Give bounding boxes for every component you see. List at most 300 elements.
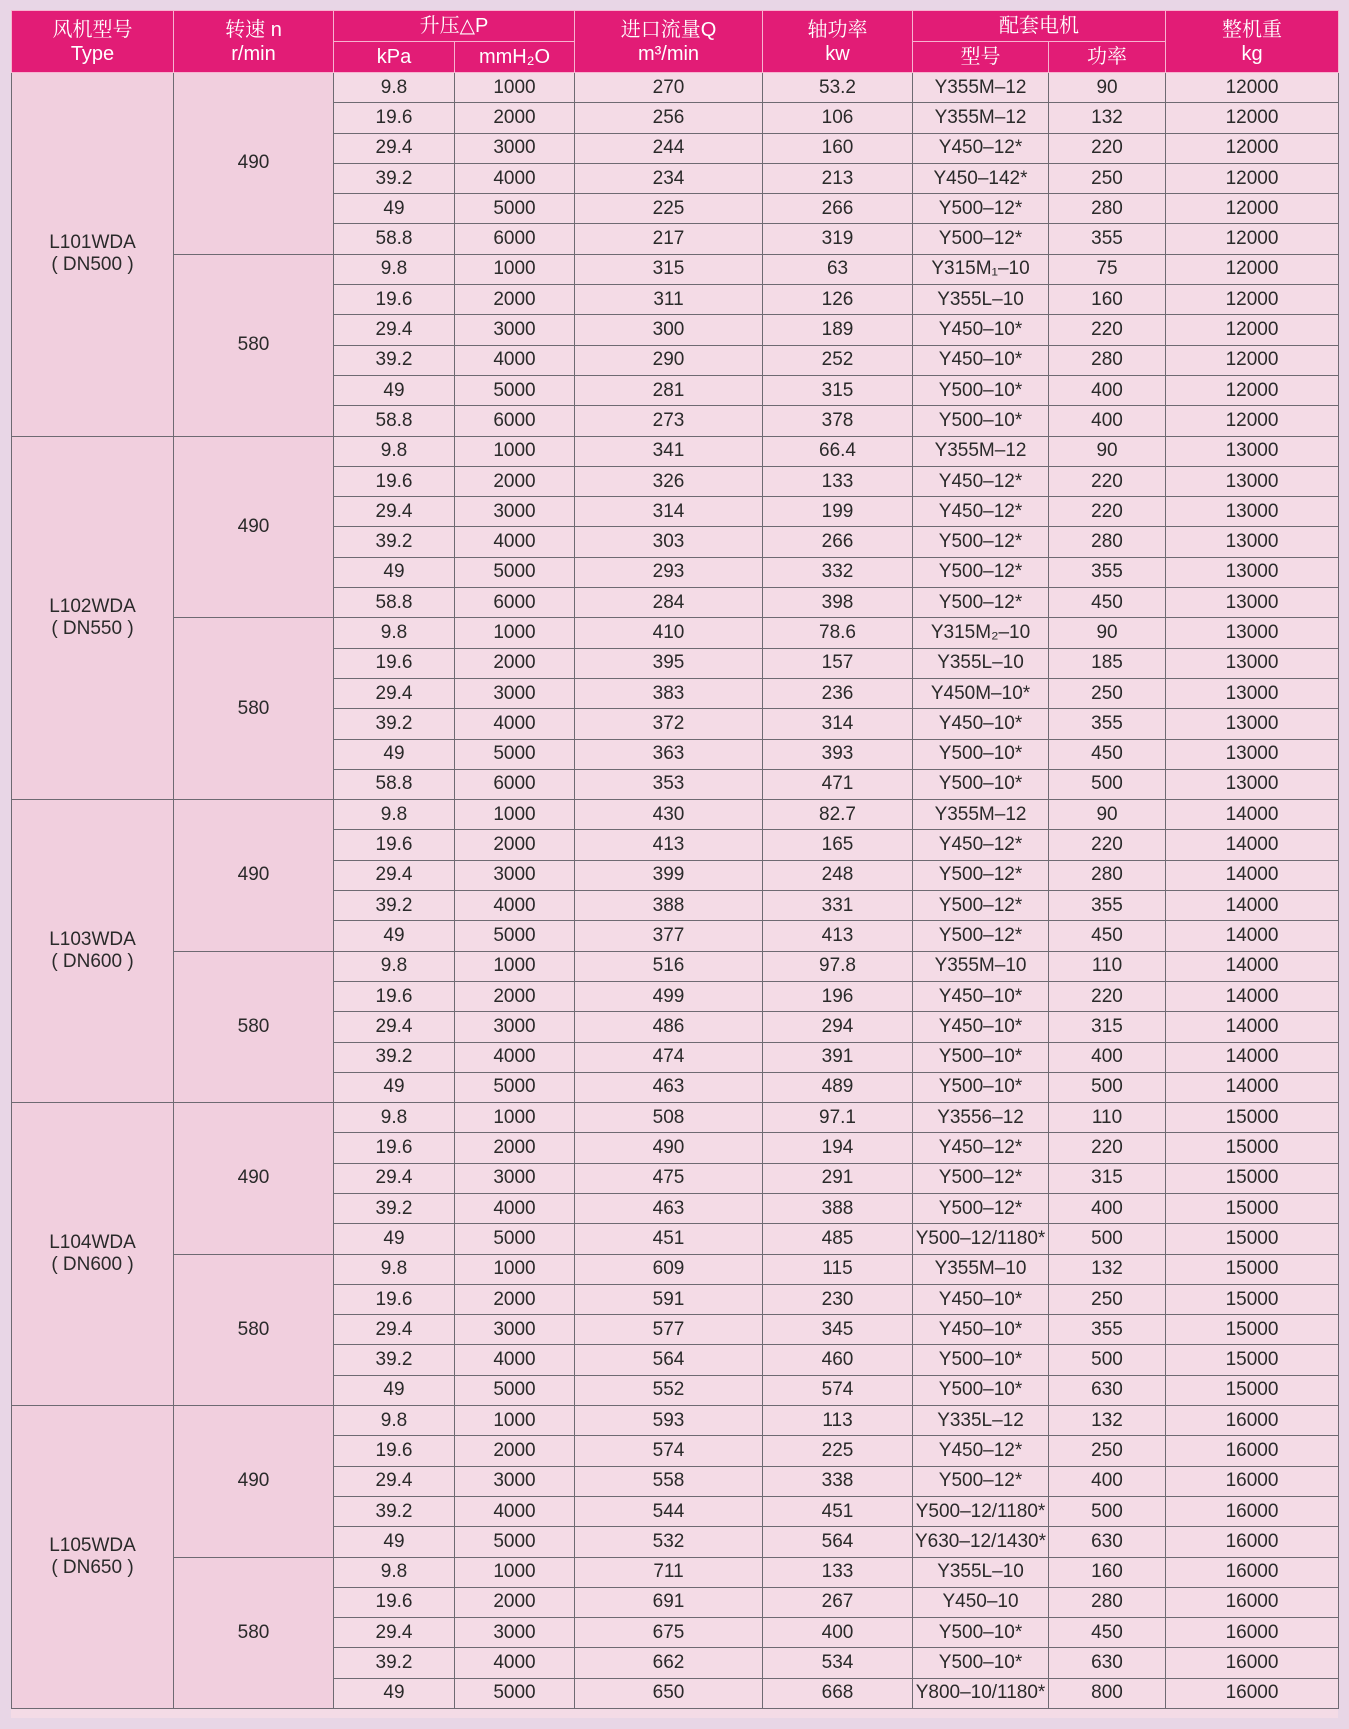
shaft-power-cell: 106: [763, 103, 913, 133]
weight-cell: 13000: [1166, 497, 1339, 527]
motor-model-cell: Y500–12*: [913, 527, 1049, 557]
motor-model-cell: Y315M₂–10: [913, 618, 1049, 648]
motor-model-cell: Y450–12*: [913, 830, 1049, 860]
kpa-cell: 39.2: [334, 709, 455, 739]
shaft-power-cell: 564: [763, 1527, 913, 1557]
weight-cell: 16000: [1166, 1648, 1339, 1678]
shaft-power-cell: 115: [763, 1254, 913, 1284]
shaft-power-cell: 199: [763, 497, 913, 527]
mmh2o-cell: 2000: [455, 103, 575, 133]
fan-dn-label: ( DN600 ): [51, 951, 134, 973]
flow-cell: 234: [575, 163, 763, 193]
flow-cell: 650: [575, 1678, 763, 1708]
weight-cell: 16000: [1166, 1618, 1339, 1648]
mmh2o-cell: 5000: [455, 921, 575, 951]
motor-power-cell: 280: [1049, 1587, 1166, 1617]
header-motor: 配套电机: [913, 11, 1166, 42]
motor-power-cell: 220: [1049, 497, 1166, 527]
flow-cell: 691: [575, 1587, 763, 1617]
motor-model-cell: Y3556–12: [913, 1103, 1049, 1133]
motor-power-cell: 500: [1049, 1345, 1166, 1375]
shaft-power-cell: 471: [763, 769, 913, 799]
kpa-cell: 39.2: [334, 1496, 455, 1526]
header-weight: [1166, 11, 1339, 73]
shaft-power-cell: 133: [763, 1557, 913, 1587]
table-row: [12, 1557, 1339, 1587]
motor-model-cell: Y500–10*: [913, 769, 1049, 799]
kpa-cell: 29.4: [334, 678, 455, 708]
kpa-cell: 39.2: [334, 345, 455, 375]
motor-model-cell: Y500–12*: [913, 1466, 1049, 1496]
header-power-unit: kw: [825, 42, 850, 65]
mmh2o-cell: 2000: [455, 1436, 575, 1466]
motor-power-cell: 280: [1049, 194, 1166, 224]
mmh2o-cell: 3000: [455, 315, 575, 345]
kpa-cell: 19.6: [334, 830, 455, 860]
motor-power-cell: 90: [1049, 73, 1166, 103]
motor-model-cell: Y450–12*: [913, 466, 1049, 496]
mmh2o-cell: 5000: [455, 739, 575, 769]
motor-power-cell: 110: [1049, 951, 1166, 981]
mmh2o-cell: 5000: [455, 375, 575, 405]
flow-cell: 463: [575, 1193, 763, 1223]
fan-type-label: L105WDA: [49, 1535, 136, 1557]
speed-cell: 580: [174, 618, 334, 800]
motor-power-cell: 630: [1049, 1648, 1166, 1678]
kpa-cell: 49: [334, 194, 455, 224]
shaft-power-cell: 53.2: [763, 73, 913, 103]
mmh2o-cell: 3000: [455, 1163, 575, 1193]
motor-power-cell: 280: [1049, 345, 1166, 375]
mmh2o-cell: 2000: [455, 830, 575, 860]
shaft-power-cell: 160: [763, 133, 913, 163]
motor-power-cell: 280: [1049, 527, 1166, 557]
shaft-power-cell: 82.7: [763, 800, 913, 830]
motor-power-cell: 400: [1049, 1466, 1166, 1496]
flow-cell: 486: [575, 1012, 763, 1042]
kpa-cell: 29.4: [334, 860, 455, 890]
motor-power-cell: 250: [1049, 678, 1166, 708]
mmh2o-cell: 3000: [455, 860, 575, 890]
weight-cell: 16000: [1166, 1496, 1339, 1526]
flow-cell: 311: [575, 285, 763, 315]
kpa-cell: 29.4: [334, 1012, 455, 1042]
flow-cell: 315: [575, 254, 763, 284]
flow-cell: 544: [575, 1496, 763, 1526]
shaft-power-cell: 266: [763, 194, 913, 224]
fan-dn-label: ( DN500 ): [51, 254, 134, 276]
flow-cell: 410: [575, 618, 763, 648]
flow-cell: 499: [575, 981, 763, 1011]
motor-power-cell: 220: [1049, 466, 1166, 496]
table-row: [12, 436, 1339, 466]
header-mmh2o: mmH₂O: [455, 42, 575, 73]
kpa-cell: 19.6: [334, 1587, 455, 1617]
mmh2o-cell: 3000: [455, 678, 575, 708]
motor-power-cell: 400: [1049, 406, 1166, 436]
header-type: [12, 11, 174, 73]
mmh2o-cell: 3000: [455, 497, 575, 527]
table-row: [12, 1406, 1339, 1436]
weight-cell: 15000: [1166, 1315, 1339, 1345]
shaft-power-cell: 319: [763, 224, 913, 254]
motor-model-cell: Y450–10: [913, 1587, 1049, 1617]
shaft-power-cell: 248: [763, 860, 913, 890]
flow-cell: 451: [575, 1224, 763, 1254]
mmh2o-cell: 4000: [455, 345, 575, 375]
mmh2o-cell: 5000: [455, 1375, 575, 1405]
shaft-power-cell: 126: [763, 285, 913, 315]
motor-power-cell: 355: [1049, 557, 1166, 587]
shaft-power-cell: 400: [763, 1618, 913, 1648]
weight-cell: 16000: [1166, 1406, 1339, 1436]
kpa-cell: 39.2: [334, 1345, 455, 1375]
motor-power-cell: 500: [1049, 1224, 1166, 1254]
motor-power-cell: 400: [1049, 1193, 1166, 1223]
flow-cell: 383: [575, 678, 763, 708]
fan-type-label: L103WDA: [49, 929, 136, 951]
kpa-cell: 49: [334, 1375, 455, 1405]
motor-power-cell: 450: [1049, 588, 1166, 618]
motor-power-cell: 220: [1049, 133, 1166, 163]
kpa-cell: 29.4: [334, 1163, 455, 1193]
mmh2o-cell: 4000: [455, 709, 575, 739]
shaft-power-cell: 534: [763, 1648, 913, 1678]
weight-cell: 12000: [1166, 73, 1339, 103]
kpa-cell: 39.2: [334, 1042, 455, 1072]
fan-type-label: L101WDA: [49, 232, 136, 254]
kpa-cell: 9.8: [334, 73, 455, 103]
motor-power-cell: 132: [1049, 103, 1166, 133]
motor-power-cell: 220: [1049, 315, 1166, 345]
shaft-power-cell: 97.1: [763, 1103, 913, 1133]
shaft-power-cell: 157: [763, 648, 913, 678]
motor-model-cell: Y315M₁–10: [913, 254, 1049, 284]
weight-cell: 15000: [1166, 1254, 1339, 1284]
mmh2o-cell: 1000: [455, 1557, 575, 1587]
weight-cell: 13000: [1166, 709, 1339, 739]
weight-cell: 12000: [1166, 163, 1339, 193]
flow-cell: 430: [575, 800, 763, 830]
motor-power-cell: 355: [1049, 1315, 1166, 1345]
mmh2o-cell: 4000: [455, 163, 575, 193]
header-flow-cn: 进口流量Q: [620, 18, 717, 41]
motor-model-cell: Y500–12/1180*: [913, 1224, 1049, 1254]
kpa-cell: 9.8: [334, 1254, 455, 1284]
shaft-power-cell: 315: [763, 375, 913, 405]
shaft-power-cell: 236: [763, 678, 913, 708]
table-row: [12, 1254, 1339, 1284]
shaft-power-cell: 460: [763, 1345, 913, 1375]
motor-power-cell: 250: [1049, 163, 1166, 193]
mmh2o-cell: 4000: [455, 527, 575, 557]
speed-cell: 490: [174, 800, 334, 951]
weight-cell: 13000: [1166, 739, 1339, 769]
motor-power-cell: 250: [1049, 1284, 1166, 1314]
kpa-cell: 19.6: [334, 1436, 455, 1466]
header-shaft-power: [763, 11, 913, 73]
shaft-power-cell: 378: [763, 406, 913, 436]
motor-model-cell: Y500–10*: [913, 1648, 1049, 1678]
flow-cell: 552: [575, 1375, 763, 1405]
weight-cell: 15000: [1166, 1284, 1339, 1314]
motor-power-cell: 220: [1049, 830, 1166, 860]
kpa-cell: 19.6: [334, 285, 455, 315]
motor-model-cell: Y500–10*: [913, 1618, 1049, 1648]
flow-cell: 516: [575, 951, 763, 981]
motor-model-cell: Y355M–12: [913, 103, 1049, 133]
shaft-power-cell: 398: [763, 588, 913, 618]
motor-power-cell: 250: [1049, 1436, 1166, 1466]
kpa-cell: 19.6: [334, 103, 455, 133]
flow-cell: 474: [575, 1042, 763, 1072]
weight-cell: 14000: [1166, 981, 1339, 1011]
kpa-cell: 39.2: [334, 1648, 455, 1678]
weight-cell: 12000: [1166, 285, 1339, 315]
flow-cell: 508: [575, 1103, 763, 1133]
kpa-cell: 19.6: [334, 466, 455, 496]
flow-cell: 558: [575, 1466, 763, 1496]
mmh2o-cell: 1000: [455, 951, 575, 981]
mmh2o-cell: 1000: [455, 800, 575, 830]
table-row: [12, 618, 1339, 648]
flow-cell: 372: [575, 709, 763, 739]
shaft-power-cell: 338: [763, 1466, 913, 1496]
kpa-cell: 49: [334, 1678, 455, 1708]
mmh2o-cell: 4000: [455, 1496, 575, 1526]
mmh2o-cell: 4000: [455, 891, 575, 921]
flow-cell: 532: [575, 1527, 763, 1557]
speed-cell: 580: [174, 254, 334, 436]
flow-cell: 281: [575, 375, 763, 405]
kpa-cell: 39.2: [334, 1193, 455, 1223]
flow-cell: 300: [575, 315, 763, 345]
shaft-power-cell: 213: [763, 163, 913, 193]
mmh2o-cell: 1000: [455, 1406, 575, 1436]
motor-power-cell: 160: [1049, 285, 1166, 315]
motor-power-cell: 132: [1049, 1254, 1166, 1284]
shaft-power-cell: 165: [763, 830, 913, 860]
kpa-cell: 9.8: [334, 254, 455, 284]
mmh2o-cell: 2000: [455, 1284, 575, 1314]
motor-model-cell: Y500–10*: [913, 1375, 1049, 1405]
motor-model-cell: Y450–10*: [913, 709, 1049, 739]
motor-power-cell: 630: [1049, 1375, 1166, 1405]
weight-cell: 13000: [1166, 527, 1339, 557]
mmh2o-cell: 3000: [455, 1618, 575, 1648]
weight-cell: 12000: [1166, 194, 1339, 224]
weight-cell: 12000: [1166, 133, 1339, 163]
mmh2o-cell: 3000: [455, 1315, 575, 1345]
motor-power-cell: 110: [1049, 1103, 1166, 1133]
motor-model-cell: Y500–10*: [913, 1072, 1049, 1102]
kpa-cell: 19.6: [334, 1284, 455, 1314]
mmh2o-cell: 6000: [455, 588, 575, 618]
kpa-cell: 58.8: [334, 224, 455, 254]
weight-cell: 12000: [1166, 224, 1339, 254]
motor-model-cell: Y500–10*: [913, 739, 1049, 769]
mmh2o-cell: 2000: [455, 648, 575, 678]
motor-model-cell: Y355M–10: [913, 1254, 1049, 1284]
kpa-cell: 49: [334, 739, 455, 769]
kpa-cell: 58.8: [334, 406, 455, 436]
flow-cell: 256: [575, 103, 763, 133]
flow-cell: 225: [575, 194, 763, 224]
flow-cell: 388: [575, 891, 763, 921]
header-pressure: 升压△P: [334, 11, 575, 42]
weight-cell: 16000: [1166, 1466, 1339, 1496]
shaft-power-cell: 63: [763, 254, 913, 284]
shaft-power-cell: 413: [763, 921, 913, 951]
flow-cell: 591: [575, 1284, 763, 1314]
weight-cell: 13000: [1166, 618, 1339, 648]
motor-power-cell: 500: [1049, 1496, 1166, 1526]
flow-cell: 675: [575, 1618, 763, 1648]
mmh2o-cell: 6000: [455, 224, 575, 254]
motor-model-cell: Y355M–12: [913, 436, 1049, 466]
motor-power-cell: 132: [1049, 1406, 1166, 1436]
flow-cell: 377: [575, 921, 763, 951]
motor-model-cell: Y500–10*: [913, 406, 1049, 436]
mmh2o-cell: 5000: [455, 194, 575, 224]
weight-cell: 16000: [1166, 1678, 1339, 1708]
weight-cell: 14000: [1166, 800, 1339, 830]
mmh2o-cell: 4000: [455, 1648, 575, 1678]
motor-power-cell: 630: [1049, 1527, 1166, 1557]
weight-cell: 13000: [1166, 466, 1339, 496]
shaft-power-cell: 314: [763, 709, 913, 739]
weight-cell: 14000: [1166, 921, 1339, 951]
shaft-power-cell: 189: [763, 315, 913, 345]
motor-model-cell: Y500–12*: [913, 194, 1049, 224]
mmh2o-cell: 1000: [455, 618, 575, 648]
fan-type-cell: [12, 436, 174, 800]
flow-cell: 395: [575, 648, 763, 678]
flow-cell: 475: [575, 1163, 763, 1193]
shaft-power-cell: 196: [763, 981, 913, 1011]
weight-cell: 15000: [1166, 1103, 1339, 1133]
mmh2o-cell: 2000: [455, 285, 575, 315]
shaft-power-cell: 294: [763, 1012, 913, 1042]
speed-cell: 580: [174, 1254, 334, 1405]
shaft-power-cell: 331: [763, 891, 913, 921]
weight-cell: 14000: [1166, 860, 1339, 890]
shaft-power-cell: 66.4: [763, 436, 913, 466]
kpa-cell: 9.8: [334, 800, 455, 830]
weight-cell: 16000: [1166, 1527, 1339, 1557]
header-flow-unit: m³/min: [637, 42, 700, 65]
motor-model-cell: Y450–10*: [913, 1012, 1049, 1042]
kpa-cell: 49: [334, 1527, 455, 1557]
shaft-power-cell: 252: [763, 345, 913, 375]
kpa-cell: 39.2: [334, 527, 455, 557]
flow-cell: 463: [575, 1072, 763, 1102]
motor-model-cell: Y450–10*: [913, 345, 1049, 375]
kpa-cell: 9.8: [334, 951, 455, 981]
shaft-power-cell: 230: [763, 1284, 913, 1314]
motor-model-cell: Y355L–10: [913, 285, 1049, 315]
kpa-cell: 19.6: [334, 981, 455, 1011]
header-kpa: kPa: [334, 42, 455, 73]
kpa-cell: 9.8: [334, 1557, 455, 1587]
motor-model-cell: Y450–10*: [913, 315, 1049, 345]
header-flow: [575, 11, 763, 73]
motor-power-cell: 400: [1049, 375, 1166, 405]
table-body: [12, 73, 1339, 1709]
flow-cell: 662: [575, 1648, 763, 1678]
mmh2o-cell: 1000: [455, 254, 575, 284]
flow-cell: 711: [575, 1557, 763, 1587]
mmh2o-cell: 2000: [455, 1133, 575, 1163]
motor-model-cell: Y500–12*: [913, 224, 1049, 254]
kpa-cell: 9.8: [334, 436, 455, 466]
motor-power-cell: 500: [1049, 1072, 1166, 1102]
flow-cell: 273: [575, 406, 763, 436]
mmh2o-cell: 4000: [455, 1193, 575, 1223]
flow-cell: 490: [575, 1133, 763, 1163]
weight-cell: 13000: [1166, 588, 1339, 618]
motor-model-cell: Y500–12*: [913, 1163, 1049, 1193]
header-weight-unit: kg: [1241, 42, 1263, 65]
shaft-power-cell: 97.8: [763, 951, 913, 981]
fan-dn-label: ( DN600 ): [51, 1254, 134, 1276]
motor-model-cell: Y355M–12: [913, 800, 1049, 830]
weight-cell: 14000: [1166, 1072, 1339, 1102]
kpa-cell: 29.4: [334, 1466, 455, 1496]
motor-model-cell: Y630–12/1430*: [913, 1527, 1049, 1557]
flow-cell: 363: [575, 739, 763, 769]
weight-cell: 13000: [1166, 557, 1339, 587]
motor-model-cell: Y355M–12: [913, 73, 1049, 103]
motor-power-cell: 280: [1049, 860, 1166, 890]
motor-power-cell: 355: [1049, 224, 1166, 254]
mmh2o-cell: 5000: [455, 1678, 575, 1708]
weight-cell: 14000: [1166, 830, 1339, 860]
motor-power-cell: 90: [1049, 618, 1166, 648]
weight-cell: 14000: [1166, 1012, 1339, 1042]
shaft-power-cell: 485: [763, 1224, 913, 1254]
kpa-cell: 19.6: [334, 1133, 455, 1163]
motor-model-cell: Y450–10*: [913, 1315, 1049, 1345]
fan-type-cell: [12, 73, 174, 437]
weight-cell: 15000: [1166, 1163, 1339, 1193]
kpa-cell: 29.4: [334, 133, 455, 163]
motor-power-cell: 450: [1049, 1618, 1166, 1648]
flow-cell: 217: [575, 224, 763, 254]
speed-cell: 490: [174, 1406, 334, 1557]
header-type-cn: 风机型号: [52, 18, 133, 41]
shaft-power-cell: 489: [763, 1072, 913, 1102]
weight-cell: 16000: [1166, 1557, 1339, 1587]
mmh2o-cell: 2000: [455, 466, 575, 496]
flow-cell: 303: [575, 527, 763, 557]
table-row: [12, 254, 1339, 284]
mmh2o-cell: 3000: [455, 1466, 575, 1496]
flow-cell: 290: [575, 345, 763, 375]
fan-dn-label: ( DN650 ): [51, 1557, 134, 1579]
header-motor-power: 功率: [1049, 42, 1166, 73]
kpa-cell: 49: [334, 1224, 455, 1254]
header-power-cn: 轴功率: [807, 18, 868, 41]
header-type-en: Type: [70, 42, 115, 65]
weight-cell: 14000: [1166, 951, 1339, 981]
kpa-cell: 39.2: [334, 891, 455, 921]
motor-power-cell: 160: [1049, 1557, 1166, 1587]
kpa-cell: 58.8: [334, 769, 455, 799]
motor-power-cell: 185: [1049, 648, 1166, 678]
mmh2o-cell: 3000: [455, 1012, 575, 1042]
weight-cell: 13000: [1166, 769, 1339, 799]
